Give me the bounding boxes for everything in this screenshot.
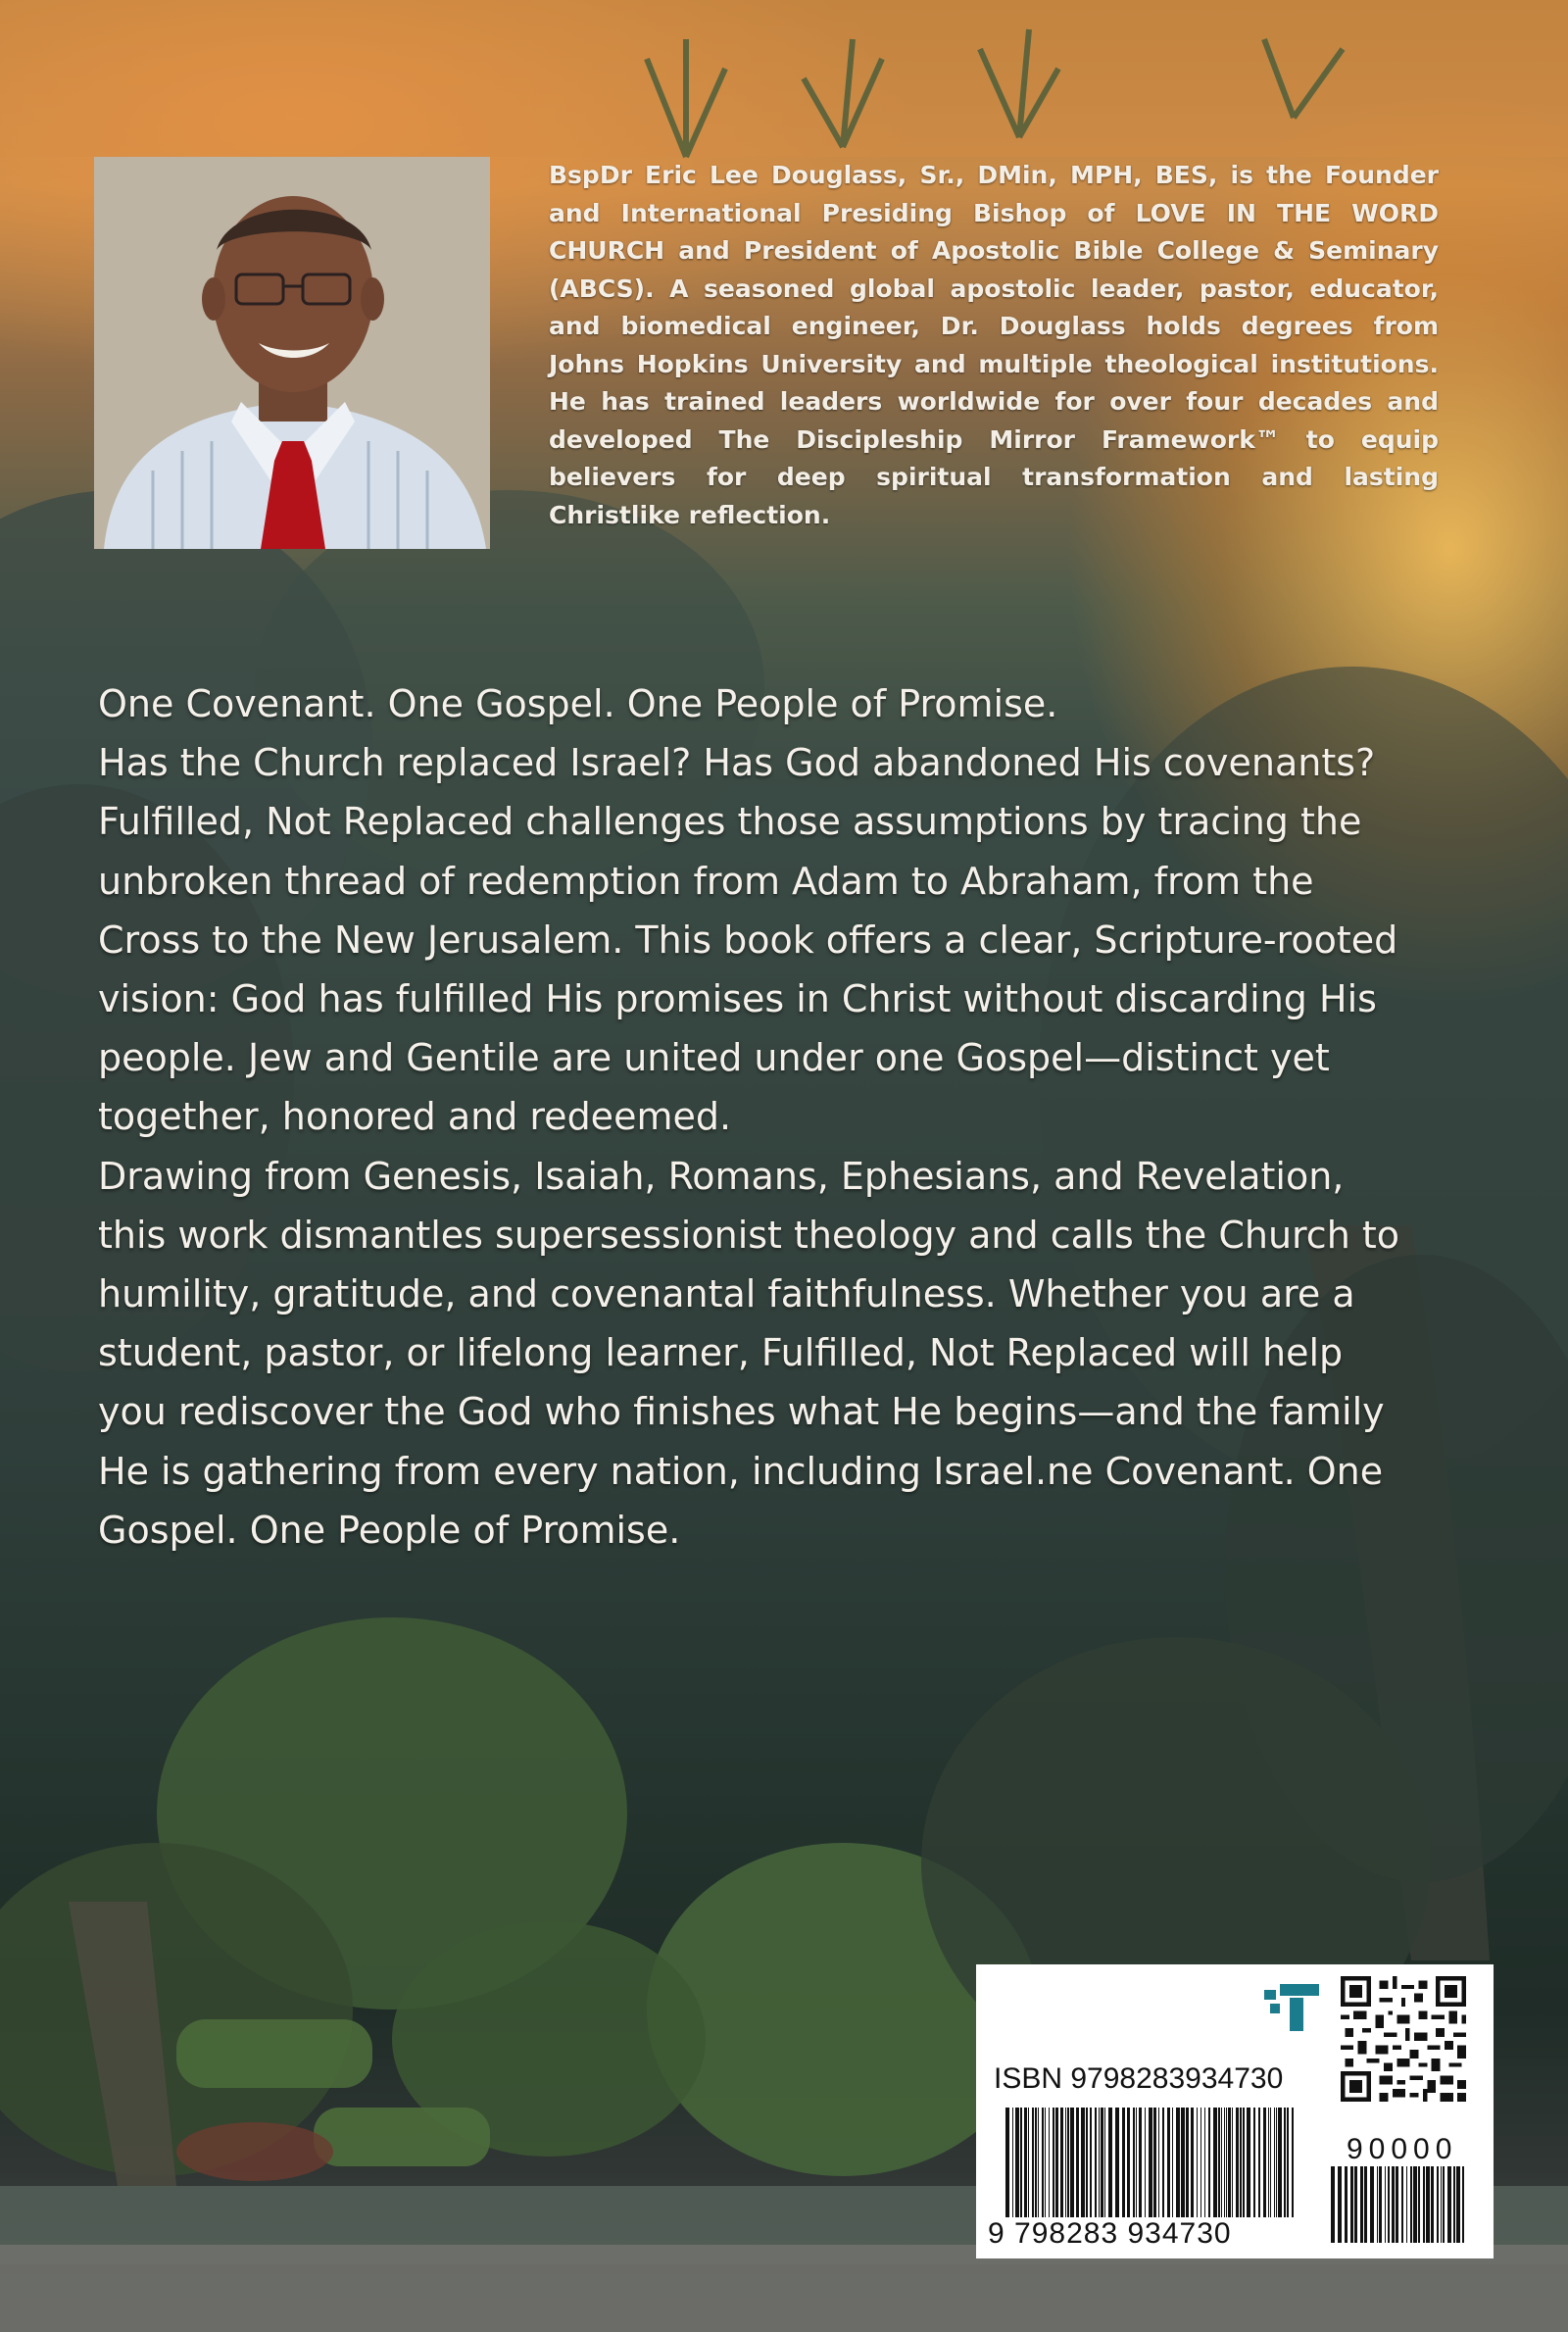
isbn-label: ISBN 9798283934730	[994, 2062, 1284, 2095]
barcode-bar	[1090, 2108, 1092, 2217]
barcode-bar	[1055, 2108, 1058, 2217]
barcode-bar	[1431, 2166, 1434, 2243]
isbn-digits: 9 798283 934730	[988, 2217, 1232, 2250]
barcode-bar	[1067, 2108, 1069, 2217]
barcode-bar	[1145, 2108, 1146, 2217]
barcode-bar	[1176, 2108, 1180, 2217]
barcode-bar	[1331, 2166, 1335, 2243]
barcode-bar	[1070, 2108, 1074, 2217]
barcode-bar	[1191, 2108, 1194, 2217]
author-photo	[94, 157, 490, 549]
barcode-bar	[1127, 2108, 1130, 2217]
barcode-bar	[1172, 2108, 1173, 2217]
barcode-bar	[1101, 2108, 1103, 2217]
barcode-bar	[1158, 2108, 1159, 2217]
barcode-bar	[1236, 2108, 1239, 2217]
barcode-bar	[1413, 2166, 1417, 2243]
barcode-bar	[1186, 2108, 1189, 2217]
barcode-bar	[1122, 2108, 1125, 2217]
barcode-bar	[1200, 2108, 1201, 2217]
barcode-bar	[1086, 2108, 1088, 2217]
qr-code-icon[interactable]	[1341, 1976, 1466, 2102]
barcode-bar	[1042, 2108, 1044, 2217]
barcode-bar	[1406, 2166, 1407, 2243]
barcode-bar	[1053, 2108, 1054, 2217]
barcode-bar	[1005, 2108, 1009, 2217]
barcode-bar	[1354, 2166, 1357, 2243]
barcode-bar	[1149, 2108, 1152, 2217]
barcode-bar	[1370, 2166, 1374, 2243]
barcode-bar	[1287, 2108, 1289, 2217]
price-addon-barcode	[1331, 2166, 1468, 2243]
barcode-bar	[1035, 2108, 1037, 2217]
barcode-bar	[1345, 2166, 1348, 2243]
barcode-bar	[1453, 2166, 1455, 2243]
barcode-bar	[1278, 2108, 1282, 2217]
barcode-bar	[1213, 2108, 1217, 2217]
barcode-bar	[1364, 2166, 1367, 2243]
barcode-bar	[1263, 2108, 1266, 2217]
barcode-bar	[1038, 2108, 1039, 2217]
barcode-bar	[1268, 2108, 1269, 2217]
barcode-bar	[1226, 2108, 1227, 2217]
barcode-bar	[1115, 2108, 1119, 2217]
barcode-bar	[1253, 2108, 1255, 2217]
barcode-bar	[1462, 2166, 1464, 2243]
barcode-bar	[1447, 2166, 1451, 2243]
barcode-bar	[1024, 2108, 1027, 2217]
barcode-bar	[1049, 2108, 1050, 2217]
barcode-bar	[1270, 2108, 1271, 2217]
barcode-bar	[1338, 2166, 1342, 2243]
barcode-bar	[1045, 2108, 1046, 2217]
blurb-paragraph-2: Drawing from Genesis, Isaiah, Romans, Ephesians, and Revelation, this work dismantles supersessionist theology and calls the Church to humility, gratitude, and covenantal faithfulness. Whether you are a student, pastor, or lifelong learner, Fulfilled, Not Replaced will help you rediscover the God who finishes what He begins—and the family He is gathering from every nation, including Israel.ne Covenant. One Gospel. One People of Promise.	[98, 1154, 1400, 1552]
barcode-bar	[1410, 2166, 1412, 2243]
barcode-bar	[1224, 2108, 1225, 2217]
barcode-bar	[1181, 2108, 1185, 2217]
barcode-bar	[1274, 2108, 1275, 2217]
barcode-bar	[1423, 2166, 1425, 2243]
barcode-bar	[1081, 2108, 1085, 2217]
barcode-bar	[1015, 2108, 1019, 2217]
barcode-bar	[1388, 2166, 1390, 2243]
barcode-bar	[1385, 2166, 1386, 2243]
barcode-bar	[1247, 2108, 1250, 2217]
barcode-bar	[1060, 2108, 1063, 2217]
barcode-bar	[1258, 2108, 1260, 2217]
blurb-paragraph-1: Has the Church replaced Israel? Has God abandoned His covenants? Fulfilled, Not Replaced challenges those assumptions by tracing the unbroken thread of redemption from Adam to Abraham, from the Cross to the New Jerusalem. This book offers a clear, Scripture-rooted vision: God has fulfilled His promises in Christ without discarding His people. Jew and Gentile are united under one Gospel—distinct yet together, honored and redeemed.	[98, 741, 1398, 1139]
barcode-bar	[1360, 2166, 1363, 2243]
barcode-bar	[1136, 2108, 1137, 2217]
barcode-bar	[1065, 2108, 1066, 2217]
publisher-logo-icon	[1264, 1984, 1323, 2031]
barcode-bar	[1396, 2166, 1398, 2243]
barcode-bar	[1243, 2108, 1245, 2217]
barcode-box	[976, 1964, 1494, 2258]
barcode-bar	[1012, 2108, 1013, 2217]
barcode-bar	[1426, 2166, 1430, 2243]
barcode-bar	[1418, 2166, 1420, 2243]
barcode-bar	[1133, 2108, 1135, 2217]
barcode-bar	[1208, 2108, 1210, 2217]
barcode-bar	[1204, 2108, 1205, 2217]
barcode-bar	[1228, 2108, 1231, 2217]
barcode-bar	[1095, 2108, 1097, 2217]
barcode-bar	[1456, 2166, 1460, 2243]
barcode-bar	[1099, 2108, 1100, 2217]
barcode-bar	[1153, 2108, 1156, 2217]
barcode-bar	[1076, 2108, 1079, 2217]
barcode-bar	[1240, 2108, 1242, 2217]
barcode-bar	[1379, 2166, 1382, 2243]
barcode-bar	[1437, 2166, 1439, 2243]
barcode-bar	[1028, 2108, 1029, 2217]
barcode-bar	[1108, 2108, 1112, 2217]
price-code: 90000	[1347, 2133, 1458, 2165]
barcode-bar	[1020, 2108, 1022, 2217]
author-bio: BspDr Eric Lee Douglass, Sr., DMin, MPH, BES, is the Founder and International Presiding Bishop of LOVE IN THE WORD CHURCH and President of Apostolic Bible College & Seminary (ABCS). A seasoned global apostolic leader, pastor, educator, and biomedical engineer, Dr. Douglass holds degrees from Johns Hopkins University and multiple theological institutions. He has trained leaders worldwide for over four decades and developed The Discipleship Mirror Framework™ to equip believers for deep spiritual transformation and lasting Christlike reflection.	[549, 161, 1439, 529]
author-portrait-image	[94, 157, 490, 549]
barcode-bar	[1377, 2166, 1378, 2243]
barcode-bar	[1139, 2108, 1142, 2217]
barcode-bar	[1232, 2108, 1233, 2217]
barcode-bar	[1284, 2108, 1286, 2217]
barcode-bar	[1443, 2166, 1445, 2243]
isbn-barcode	[1005, 2108, 1296, 2217]
book-description	[98, 674, 1401, 1560]
barcode-bar	[1197, 2108, 1198, 2217]
barcode-bar	[1032, 2108, 1034, 2217]
barcode-bar	[1350, 2166, 1353, 2243]
barcode-bar	[1401, 2166, 1403, 2243]
barcode-bar	[1162, 2108, 1164, 2217]
barcode-bar	[1104, 2108, 1105, 2217]
barcode-bar	[1292, 2108, 1294, 2217]
barcode-bar	[1221, 2108, 1222, 2217]
barcode-bar	[1276, 2108, 1277, 2217]
barcode-bar	[1167, 2108, 1170, 2217]
barcode-bar	[1392, 2166, 1395, 2243]
blurb-tagline: One Covenant. One Gospel. One People of Promise.	[98, 682, 1058, 725]
barcode-bar	[1441, 2166, 1442, 2243]
barcode-bar	[1218, 2108, 1220, 2217]
